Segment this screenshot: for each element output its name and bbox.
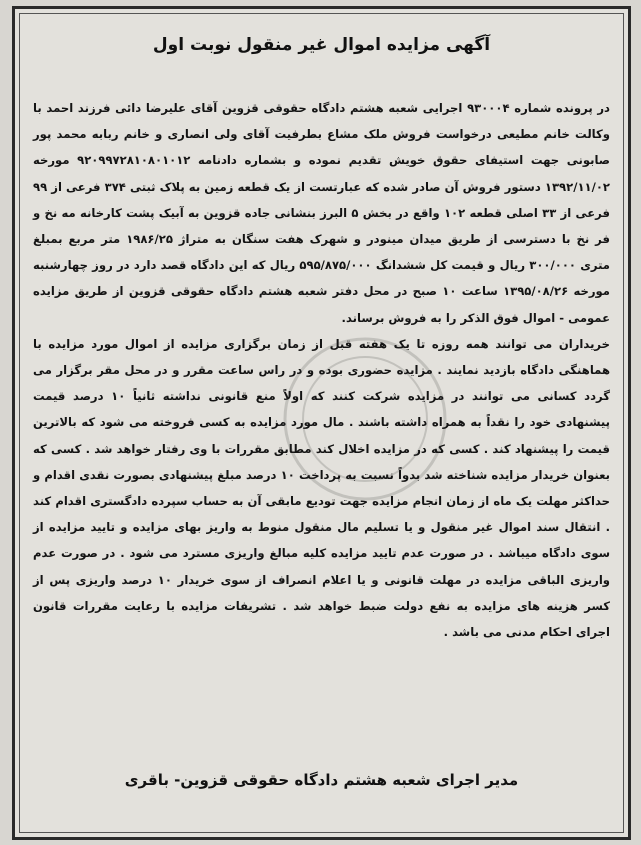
- notice-title: آگهی مزایده اموال غیر منقول نوبت اول: [152, 35, 491, 55]
- notice-frame: [12, 6, 631, 840]
- notice-paragraph-1: در پرونده شماره ۹۳۰۰۰۴ اجرایی شعبه هشتم دادگاه حقوقی قزوین آقای علیرضا دائی فرزند احمد با وکالت خانم مطیعی درخواست فروش ملک مشاع بطرفیت آقای ولی انصاری و خانم ربابه محمد پور صابونی جهت استیفای حقوق خویش تقدیم نموده و بشماره دادنامه ۹۲۰۹۹۷۲۸۱۰۸۰۱۰۱۲ مورخه ۱۳۹۲/۱۱/۰۲ دستور فروش آن صادر شده که عبارتست از یک قطعه زمین به پلاک ثبتی ۳۷۴ فرعی از ۹۹ فرعی از ۳۳ اصلی قطعه ۱۰۲ واقع در بخش ۵ البرز بنشانی جاده قزوین به آبیک پشت کارخانه مه نخ و فر نخ با دسترسی از طریق میدان مینودر و شهرک هفت سنگان به متراژ ۱۹۸۶/۲۵ متر مربع بمبلغ متری ۳۰۰/۰۰۰ ریال و قیمت کل ششدانگ ۵۹۵/۸۷۵/۰۰۰ ریال که این دادگاه قصد دارد در روز چهارشنبه مورخه ۱۳۹۵/۰۸/۲۶ ساعت ۱۰ صبح در محل دفتر شعبه هشتم دادگاه حقوقی قزوین از طریق مزایده عمومی - اموال فوق الذکر را به فروش برساند.: [33, 101, 611, 325]
- notice-body: [33, 95, 610, 645]
- notice-paragraph-2: خریداران می توانند همه روزه تا یک هفته قبل از زمان برگزاری مزایده از اموال مورد مزایده با هماهنگی دادگاه بازدید نمایند . مزایده حضوری بوده و در راس ساعت مقرر و در محل مقر برگزار می گردد کسانی می توانند در مزایده شرکت کنند که اولاً منع قانونی نداشته ثانیاً ۱۰ درصد قیمت پیشنهادی خود را نقداً به همراه داشته باشند . مال مورد مزایده به کسی فروخته می شود که بالاترین قیمت را پیشنهاد کند . کسی که در مزایده اخلال کند مطابق مقررات با وی رفتار خواهد شد . کسی که بعنوان خریدار مزایده شناخته شد بدواً نسبت به پرداخت ۱۰ درصد مبلغ پیشنهادی بصورت نقدی اقدام و حداکثر مهلت یک ماه از زمان انجام مزایده جهت تودیع مابقی آن به حساب سپرده دادگستری اقدام کند . انتقال سند اموال غیر منقول و یا تسلیم مال منقول منوط به واریز بهای مزایده و تایید مزایده از سوی دادگاه میباشد . در صورت عدم تایید مزایده کلیه مبالغ واریزی مسترد می شود . در صورت عدم واریزی الباقی مزایده در مهلت قانونی و یا اعلام انصراف از سوی خریدار ۱۰ درصد واریزی پس از کسر هزینه های مزایده به نفع دولت ضبط خواهد شد . تشریفات مزایده با رعایت مقررات قانون اجرای احکام مدنی می باشد .: [33, 336, 610, 640]
- signature-line: مدیر اجرای شعبه هشتم دادگاه حقوقی قزوین- باقری: [124, 771, 519, 789]
